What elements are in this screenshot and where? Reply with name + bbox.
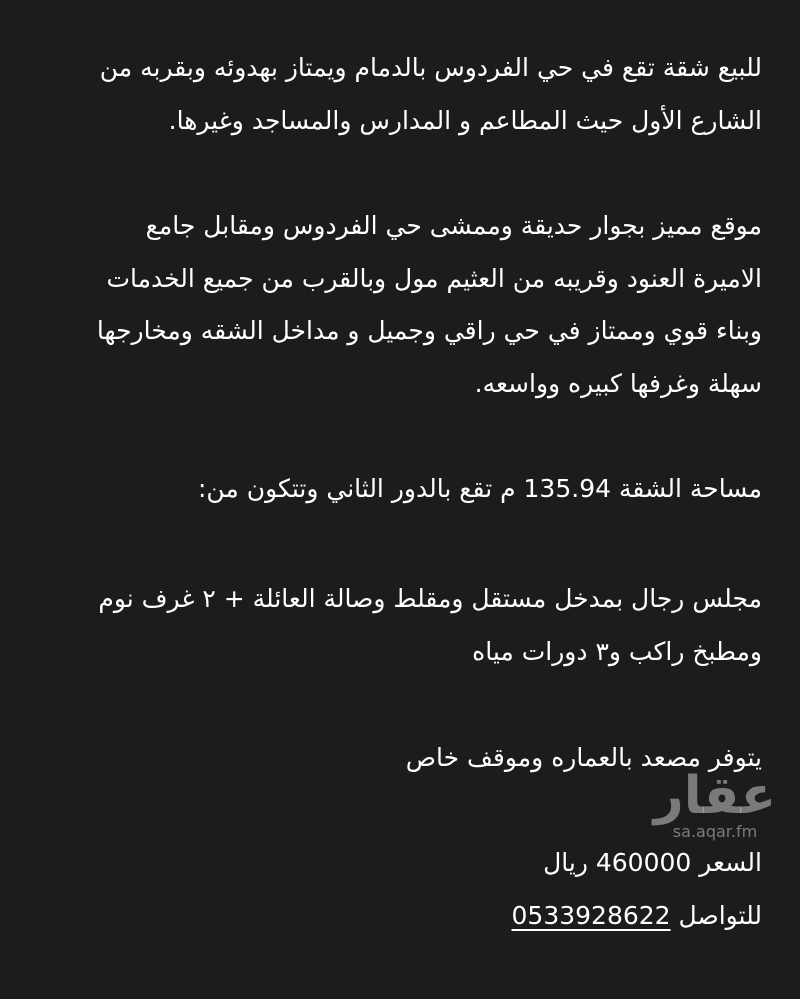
phone-link[interactable]: 0533928622 (511, 901, 671, 930)
area-suffix: م تقع بالدور الثاني وتتكون من: (197, 474, 516, 503)
aqar-logo: عقار (653, 766, 777, 826)
price-label: السعر (699, 848, 762, 877)
price-currency: ريال (543, 848, 588, 877)
location-line-1: موقع مميز بجوار حديقة وممشى حي الفردوس ومقابل جامع (145, 211, 762, 240)
area-prefix: مساحة الشقة (618, 474, 762, 503)
price-paragraph (27, 837, 762, 890)
location-line-2: الاميرة العنود وقريبه من العثيم مول وبالقرب من جميع الخدمات (106, 263, 762, 293)
price-value: 460000 (595, 848, 692, 877)
contact-paragraph (27, 890, 762, 943)
aqar-watermark (650, 766, 780, 842)
contact-line (27, 890, 762, 943)
rooms-line-2: ومطبخ راكب و٣ دورات مياه (472, 636, 762, 666)
rooms-paragraph (27, 573, 762, 678)
contact-label: للتواصل (678, 901, 762, 930)
area-line (27, 463, 762, 516)
aqar-url: sa.aqar.fm (672, 822, 758, 841)
location-paragraph (27, 200, 762, 410)
intro-line-1: للبيع شقة تقع في حي الفردوس بالدمام ويمتاز بهدوئه وبقربه من (99, 53, 762, 82)
location-line-4: سهلة وغرفها كبيره وواسعه. (474, 368, 762, 398)
area-value: 135.94 (523, 474, 612, 503)
amenities-line: يتوفر مصعد بالعماره وموقف خاص (405, 743, 762, 772)
intro-paragraph (27, 42, 762, 147)
intro-line-2: الشارع الأول حيث المطاعم و المدارس والمساجد وغيرها. (168, 105, 762, 135)
rooms-line-1: مجلس رجال بمدخل مستقل ومقلط وصالة العائلة + ٢ غرف نوم (98, 584, 762, 613)
price-line (27, 837, 762, 890)
location-line-3: وبناء قوي وممتاز في حي راقي وجميل و مداخل الشقه ومخارجها (96, 316, 762, 345)
area-paragraph (27, 463, 762, 516)
